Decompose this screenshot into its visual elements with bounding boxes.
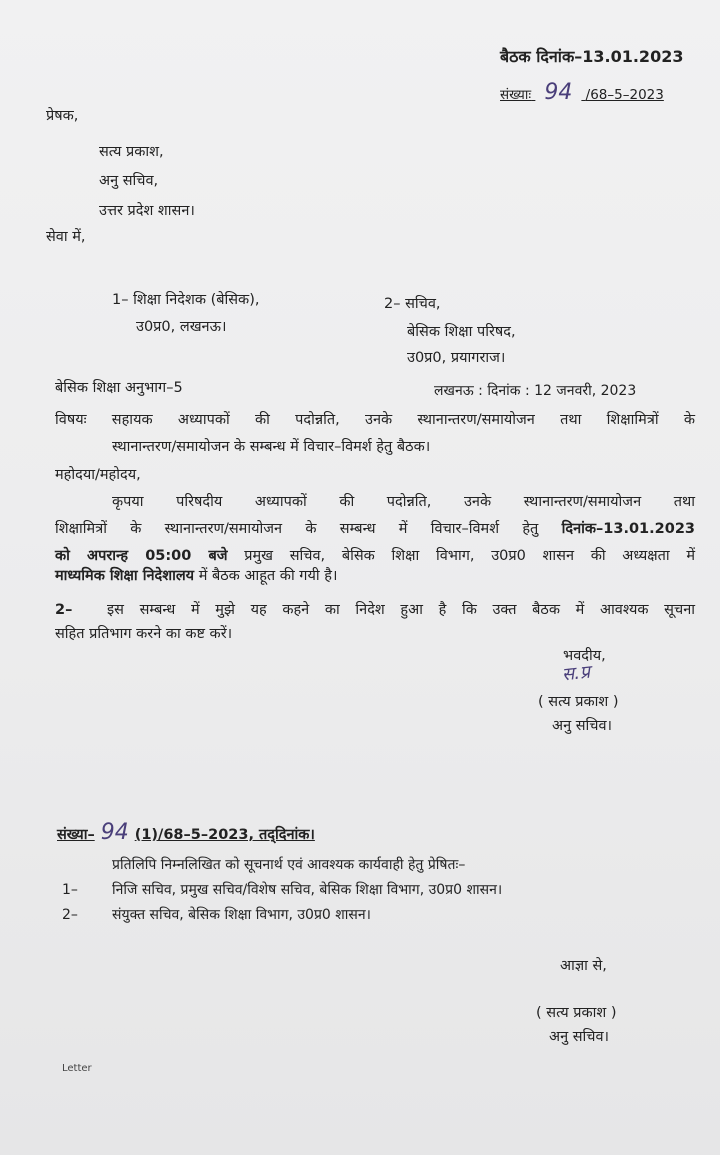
copy-item-1-number: 1– — [62, 882, 78, 898]
paragraph-1-line-2 — [55, 521, 695, 538]
venue-bold: माध्यमिक शिक्षा निदेशालय — [55, 568, 195, 584]
recipient-label: सेवा में, — [46, 229, 86, 245]
salutation: महोदया/महोदय, — [55, 467, 141, 483]
paragraph-1-text: शिक्षामित्रों के स्थानान्तरण/समायोजन के सम्बन्ध में विचार–विमर्श हेतु — [55, 521, 539, 537]
copy-intro: प्रतिलिपि निम्नलिखित को सूचनार्थ एवं आवश्यक कार्यवाही हेतु प्रेषितः– — [112, 857, 466, 873]
meeting-date: बैठक दिनांक–13.01.2023 — [500, 47, 684, 66]
copy-item-2-number: 2– — [62, 907, 78, 923]
signature-image: स.प्र — [560, 661, 592, 686]
recipient-2-line-1: 2– सचिव, — [384, 296, 441, 312]
recipient-2-line-3: उ0प्र0, प्रयागराज। — [407, 350, 506, 366]
meeting-time-bold: को अपरान्ह 05:00 बजे — [55, 548, 228, 564]
closing-regards: भवदीय, — [563, 648, 606, 664]
sender-office: उत्तर प्रदेश शासन। — [99, 203, 195, 219]
paragraph-2-line-1: इस सम्बन्ध में मुझे यह कहने का निदेश हुआ है कि उक्त बैठक में आवश्यक सूचना — [107, 602, 695, 618]
copy-reference — [57, 820, 315, 845]
copy-reference-prefix: संख्या– — [57, 827, 95, 843]
subject-line-1: विषयः सहायक अध्यापकों की पदोन्नति, उनके स्थानान्तरण/समायोजन तथा शिक्षामित्रों के — [55, 412, 695, 428]
recipient-2-line-2: बेसिक शिक्षा परिषद, — [407, 324, 516, 340]
section-name: बेसिक शिक्षा अनुभाग–5 — [55, 380, 183, 396]
copy-item-2-text: संयुक्त सचिव, बेसिक शिक्षा विभाग, उ0प्र0 शासन। — [112, 907, 371, 923]
paragraph-2-number: 2– — [55, 602, 73, 618]
subject-line-2: स्थानान्तरण/समायोजन के सम्बन्ध में विचार–विमर्श हेतु बैठक। — [112, 439, 431, 455]
copy-reference-suffix: (1)/68–5–2023, तद्‌दिनांक। — [134, 827, 315, 843]
signatory-2-designation: अनु सचिव। — [549, 1029, 610, 1045]
footer-label: Letter — [62, 1063, 92, 1074]
paragraph-2-line-2: सहित प्रतिभाग करने का कष्ट करें। — [55, 626, 233, 642]
reference-label: संख्याः — [500, 87, 532, 103]
signatory-name: ( सत्य प्रकाश ) — [538, 694, 619, 710]
reference-number — [500, 80, 664, 105]
sender-designation: अनु सचिव, — [99, 173, 159, 189]
copy-item-1-text: निजि सचिव, प्रमुख सचिव/विशेष सचिव, बेसिक शिक्षा विभाग, उ0प्र0 शासन। — [112, 882, 503, 898]
signatory-2-name: ( सत्य प्रकाश ) — [536, 1005, 617, 1021]
sender-name: सत्य प्रकाश, — [99, 144, 164, 160]
reference-handwritten-number: 94 — [544, 80, 573, 105]
paragraph-1-line-4 — [55, 568, 337, 585]
signatory-designation: अनु सचिव। — [552, 718, 613, 734]
meeting-date-bold: दिनांक–13.01.2023 — [561, 521, 695, 537]
paragraph-1-chair: प्रमुख सचिव, बेसिक शिक्षा विभाग, उ0प्र0 शासन की अध्यक्षता में — [244, 548, 696, 564]
copy-reference-handwritten-number: 94 — [100, 820, 129, 845]
paragraph-1-line-1: कृपया परिषदीय अध्यापकों की पदोन्नति, उनके स्थानान्तरण/समायोजन तथा — [112, 494, 695, 510]
reference-suffix: /68–5–2023 — [585, 87, 664, 103]
paragraph-1-end: में बैठक आहूत की गयी है। — [198, 568, 338, 584]
place-date: लखनऊ : दिनांक : 12 जनवरी, 2023 — [434, 383, 637, 399]
order-closing: आज्ञा से, — [560, 958, 607, 974]
recipient-1-line-1: 1– शिक्षा निदेशक (बेसिक), — [112, 292, 260, 308]
recipient-1-line-2: उ0प्र0, लखनऊ। — [136, 319, 227, 335]
sender-label: प्रेषक, — [46, 108, 79, 124]
paragraph-1-line-3 — [55, 548, 695, 565]
